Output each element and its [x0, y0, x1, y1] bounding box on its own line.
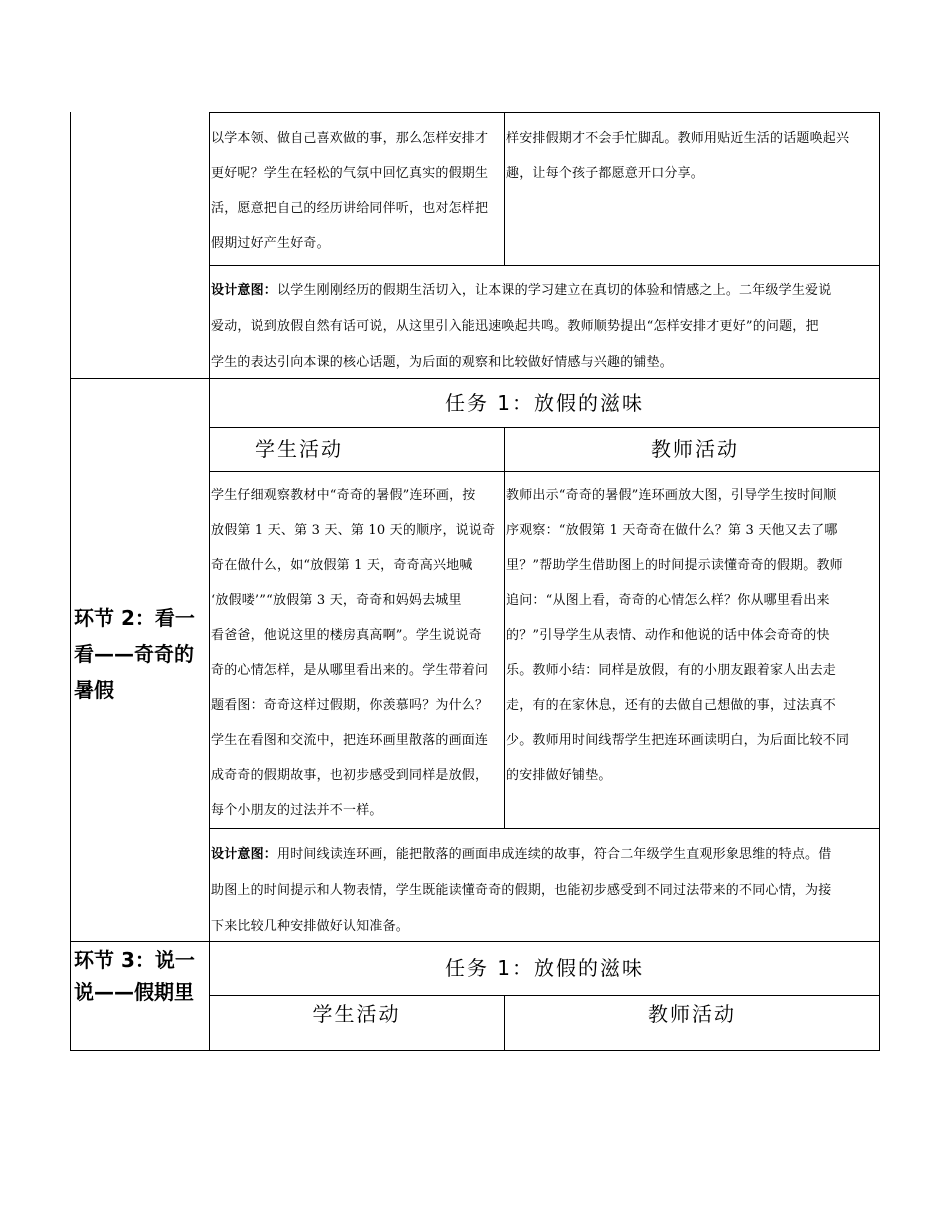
teacher-activity-cell-2	[506, 478, 878, 793]
student-text-line: 假期过好产生好奇。	[211, 236, 330, 251]
row-line-top	[209, 112, 880, 113]
teacher-text-line: 的？”引导学生从表情、动作和他说的话中体会奇奇的快	[506, 628, 830, 643]
task-title-3: 任务 1：放假的滋味	[444, 956, 645, 980]
student-text-line: 奇在做什么，如“放假第 1 天，奇奇高兴地喊	[211, 558, 473, 573]
column-divider-1	[504, 112, 505, 265]
row-line-bottom	[70, 1050, 880, 1051]
design-intent-line: 设计意图：用时间线读连环画，能把散落的画面串成连续的故事，符合二年级学生直观形象思维的特点。借	[211, 847, 832, 862]
table-border-right	[879, 112, 880, 1051]
student-text-line: 题看图：奇奇这样过假期，你羡慕吗？为什么？	[211, 698, 489, 713]
design-intent-line: 下来比较几种安排做好认知准备。	[211, 919, 410, 934]
student-text-line: 以学本领、做自己喜欢做的事，那么怎样安排才	[211, 131, 489, 146]
row-line-header2	[209, 471, 880, 472]
design-intent-line: 学生的表达引向本课的核心话题，为后面的观察和比较做好情感与兴趣的铺垫。	[211, 355, 674, 370]
student-text-line: ‘放假喽’”“放假第 3 天，奇奇和妈妈去城里	[211, 593, 462, 608]
design-intent-cell-2	[211, 837, 879, 945]
student-activity-header-2: 学生活动	[255, 437, 343, 461]
task-title-2: 任务 1：放假的滋味	[444, 391, 645, 415]
table-border-left	[70, 112, 71, 1051]
column-divider-2	[504, 427, 505, 828]
design-intent-line: 爱动，说到放假自然有话可说，从这里引入能迅速唤起共鸣。教师顺势提出“怎样安排才更好”的问题，把	[211, 319, 819, 334]
student-text-line: 放假第 1 天、第 3 天、第 10 天的顺序，说说奇	[211, 523, 496, 538]
student-text-line: 每个小朋友的过法并不一样。	[211, 803, 383, 818]
student-activity-cell-2	[211, 478, 503, 828]
student-text-line: 更好呢？学生在轻松的气氛中回忆真实的假期生	[211, 166, 489, 181]
student-text-line: 成奇奇的假期故事，也初步感受到同样是放假，	[211, 768, 489, 783]
segment-2-title: 环节 2：看一 看——奇奇的 暑假	[74, 606, 195, 702]
teacher-activity-cell-1	[506, 121, 878, 191]
teacher-text-line: 追问：“从图上看，奇奇的心情怎么样？你从哪里看出来	[506, 593, 830, 608]
teacher-text-line: 走，有的在家休息，还有的去做自己想做的事，过法真不	[506, 698, 837, 713]
student-text-line: 看爸爸，他说这里的楼房真高啊”。学生说说奇	[211, 628, 482, 643]
teacher-text-line: 里？”帮助学生借助图上的时间提示读懂奇奇的假期。教师	[506, 558, 843, 573]
design-intent-line: 设计意图：以学生刚刚经历的假期生活切入，让本课的学习建立在真切的体验和情感之上。二年级学生爱说	[211, 283, 832, 298]
teacher-text-line: 趣，让每个孩子都愿意开口分享。	[506, 166, 705, 181]
teacher-activity-header-2: 教师活动	[651, 437, 739, 461]
teacher-text-line: 序观察：“放假第 1 天奇奇在做什么？第 3 天他又去了哪	[506, 523, 838, 538]
teacher-activity-header-3: 教师活动	[648, 1002, 736, 1026]
teacher-text-line: 少。教师用时间线帮学生把连环画读明白，为后面比较不同	[506, 733, 850, 748]
design-intent-cell-1	[211, 273, 879, 381]
design-intent-label: 设计意图：	[211, 283, 278, 298]
design-intent-line: 助图上的时间提示和人物表情，学生既能读懂奇奇的假期，也能初步感受到不同过法带来的不同心情，为接	[211, 883, 832, 898]
student-text-line: 学生仔细观察教材中“奇奇的暑假”连环画，按	[211, 488, 476, 503]
teacher-text-line: 的安排做好铺垫。	[506, 768, 612, 783]
student-activity-header-3: 学生活动	[312, 1002, 401, 1026]
student-text-line: 学生在看图和交流中，把连环画里散落的画面连	[211, 733, 489, 748]
teacher-text-line: 乐。教师小结：同样是放假，有的小朋友跟着家人出去走	[506, 663, 837, 678]
segment-3-title: 环节 3：说一 说——假期里	[74, 948, 195, 1004]
student-text-line: 活，愿意把自己的经历讲给同伴听，也对怎样把	[211, 201, 489, 216]
student-text-line: 奇的心情怎样，是从哪里看出来的。学生带着问	[211, 663, 489, 678]
column-divider-segment	[209, 112, 210, 1051]
teacher-text-line: 样安排假期才不会手忙脚乱。教师用贴近生活的话题唤起兴	[506, 131, 850, 146]
design-intent-label: 设计意图：	[211, 847, 278, 862]
row-line-intent2	[209, 828, 880, 829]
student-activity-cell-1	[211, 121, 503, 261]
teacher-text-line: 教师出示“奇奇的暑假”连环画放大图，引导学生按时间顺	[506, 488, 837, 503]
row-line-intent1	[209, 265, 880, 266]
